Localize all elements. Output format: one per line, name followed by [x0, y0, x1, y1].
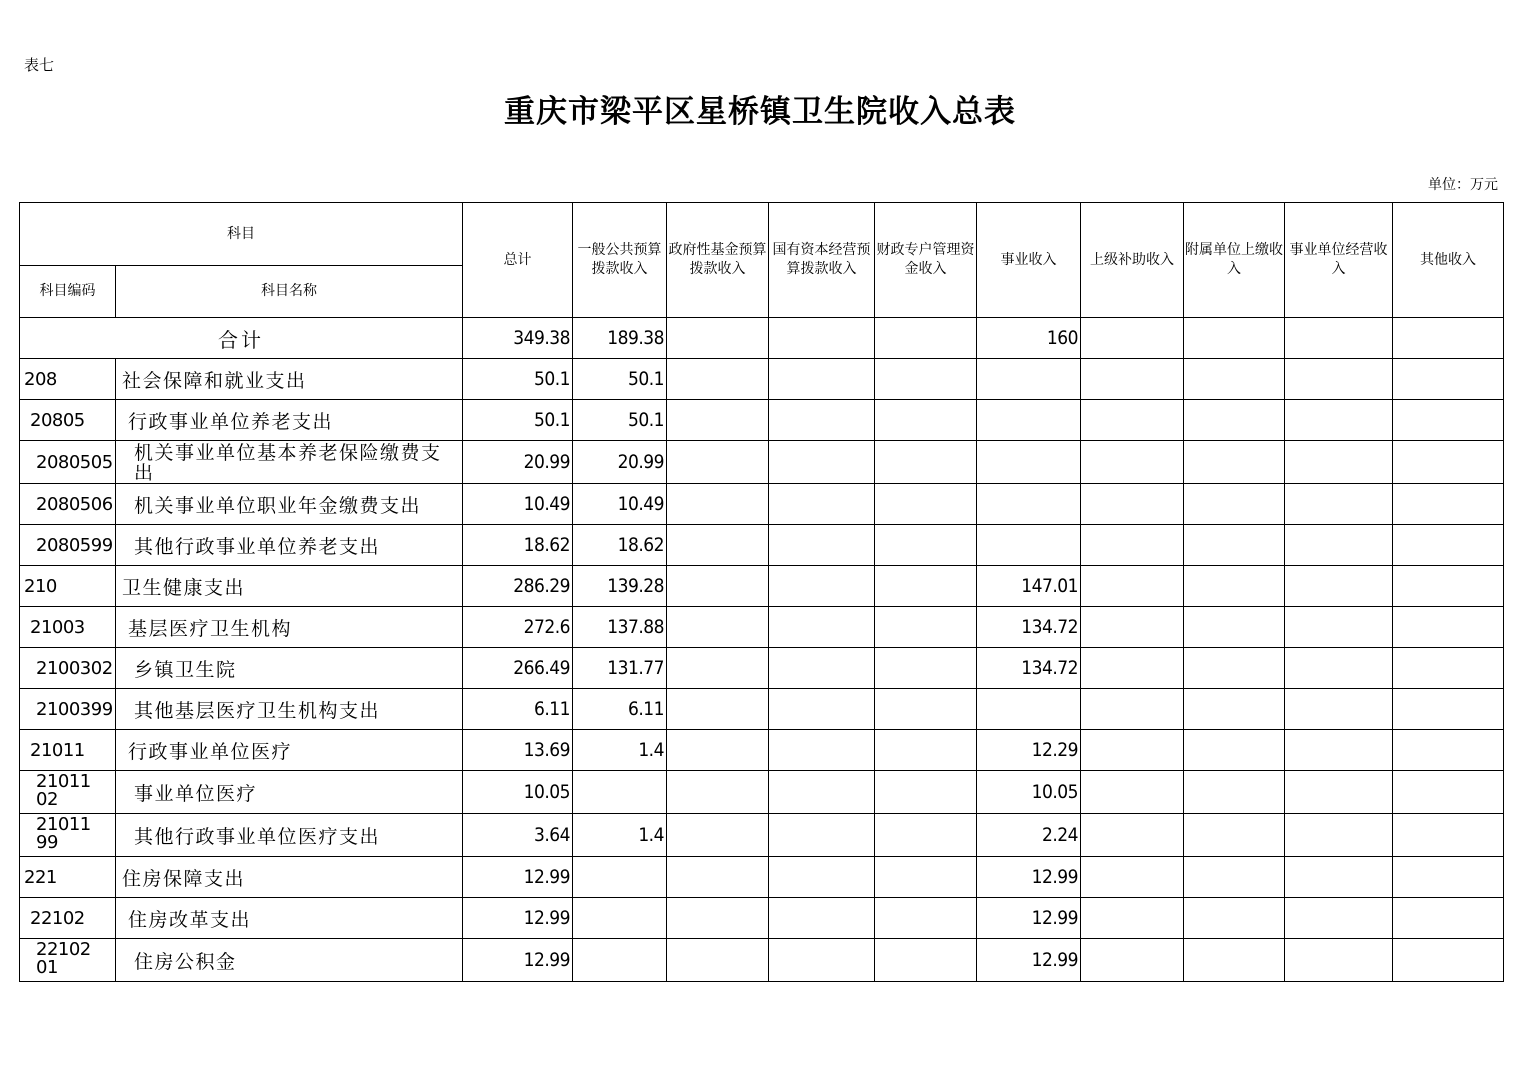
row-business-income: 12.29	[977, 730, 1081, 771]
row-gov-fund	[667, 607, 769, 648]
row-other-income	[1393, 648, 1504, 689]
row-superior-subsidy	[1081, 648, 1184, 689]
row-affiliated-payment	[1184, 771, 1285, 814]
row-general-budget: 6.11	[573, 689, 667, 730]
row-fiscal-special	[875, 359, 977, 400]
total-other-income	[1393, 318, 1504, 359]
row-business-income: 12.99	[977, 898, 1081, 939]
row-affiliated-payment	[1184, 441, 1285, 484]
row-business-operation	[1285, 400, 1393, 441]
row-affiliated-payment	[1184, 566, 1285, 607]
row-gov-fund	[667, 441, 769, 484]
row-business-income: 134.72	[977, 607, 1081, 648]
row-business-income: 134.72	[977, 648, 1081, 689]
row-gov-fund	[667, 566, 769, 607]
row-general-budget	[573, 771, 667, 814]
row-code: 210	[20, 566, 116, 607]
row-name: 住房公积金	[116, 939, 463, 982]
row-fiscal-special	[875, 857, 977, 898]
header-affiliated-payment: 附属单位上缴收入	[1184, 203, 1285, 318]
row-gov-fund	[667, 730, 769, 771]
table-row	[20, 939, 1504, 982]
row-business-income: 2.24	[977, 814, 1081, 857]
row-superior-subsidy	[1081, 857, 1184, 898]
total-row	[20, 318, 1504, 359]
header-fiscal-special: 财政专户管理资金收入	[875, 203, 977, 318]
header-subject-name: 科目名称	[116, 266, 463, 318]
row-affiliated-payment	[1184, 648, 1285, 689]
row-other-income	[1393, 484, 1504, 525]
table-row	[20, 648, 1504, 689]
row-affiliated-payment	[1184, 484, 1285, 525]
row-other-income	[1393, 814, 1504, 857]
row-gov-fund	[667, 689, 769, 730]
row-business-operation	[1285, 730, 1393, 771]
row-total: 10.05	[463, 771, 573, 814]
sheet-label: 表七	[24, 56, 55, 74]
row-fiscal-special	[875, 525, 977, 566]
row-superior-subsidy	[1081, 814, 1184, 857]
header-superior-subsidy: 上级补助收入	[1081, 203, 1184, 318]
row-business-income: 12.99	[977, 939, 1081, 982]
total-general-budget: 189.38	[573, 318, 667, 359]
row-total: 13.69	[463, 730, 573, 771]
row-superior-subsidy	[1081, 898, 1184, 939]
row-state-capital	[769, 898, 875, 939]
row-code: 208	[20, 359, 116, 400]
total-business-income: 160	[977, 318, 1081, 359]
row-state-capital	[769, 814, 875, 857]
table-row	[20, 566, 1504, 607]
row-superior-subsidy	[1081, 689, 1184, 730]
row-state-capital	[769, 689, 875, 730]
row-other-income	[1393, 939, 1504, 982]
row-code: 2100399	[20, 689, 116, 730]
row-total: 12.99	[463, 898, 573, 939]
total-fiscal-special	[875, 318, 977, 359]
header-total: 总计	[463, 203, 573, 318]
row-code: 2080599	[20, 525, 116, 566]
row-name: 其他行政事业单位医疗支出	[116, 814, 463, 857]
row-other-income	[1393, 607, 1504, 648]
row-general-budget: 18.62	[573, 525, 667, 566]
total-label: 合计	[20, 318, 463, 359]
row-superior-subsidy	[1081, 607, 1184, 648]
row-fiscal-special	[875, 484, 977, 525]
row-superior-subsidy	[1081, 730, 1184, 771]
row-name: 卫生健康支出	[116, 566, 463, 607]
row-name: 其他行政事业单位养老支出	[116, 525, 463, 566]
row-gov-fund	[667, 400, 769, 441]
total-business-operation	[1285, 318, 1393, 359]
row-state-capital	[769, 484, 875, 525]
row-affiliated-payment	[1184, 898, 1285, 939]
row-gov-fund	[667, 484, 769, 525]
row-general-budget	[573, 939, 667, 982]
row-other-income	[1393, 525, 1504, 566]
row-business-operation	[1285, 441, 1393, 484]
row-name: 基层医疗卫生机构	[116, 607, 463, 648]
total-affiliated-payment	[1184, 318, 1285, 359]
row-total: 50.1	[463, 400, 573, 441]
table-row	[20, 814, 1504, 857]
row-state-capital	[769, 566, 875, 607]
page-title: 重庆市梁平区星桥镇卫生院收入总表	[504, 94, 1016, 130]
row-business-operation	[1285, 857, 1393, 898]
row-business-operation	[1285, 648, 1393, 689]
row-affiliated-payment	[1184, 689, 1285, 730]
row-code: 20805	[20, 400, 116, 441]
row-business-income	[977, 359, 1081, 400]
table-row	[20, 689, 1504, 730]
income-table	[19, 202, 1504, 982]
header-subject-code: 科目编码	[20, 266, 116, 318]
row-other-income	[1393, 857, 1504, 898]
table-row	[20, 771, 1504, 814]
row-total: 286.29	[463, 566, 573, 607]
row-state-capital	[769, 525, 875, 566]
table-row	[20, 730, 1504, 771]
row-code: 2100302	[20, 648, 116, 689]
total-total: 349.38	[463, 318, 573, 359]
row-superior-subsidy	[1081, 771, 1184, 814]
row-name: 乡镇卫生院	[116, 648, 463, 689]
row-affiliated-payment	[1184, 730, 1285, 771]
row-code: 21003	[20, 607, 116, 648]
row-fiscal-special	[875, 566, 977, 607]
row-fiscal-special	[875, 400, 977, 441]
row-general-budget: 131.77	[573, 648, 667, 689]
row-other-income	[1393, 441, 1504, 484]
row-other-income	[1393, 689, 1504, 730]
total-superior-subsidy	[1081, 318, 1184, 359]
row-gov-fund	[667, 857, 769, 898]
row-state-capital	[769, 730, 875, 771]
row-name: 住房改革支出	[116, 898, 463, 939]
row-total: 12.99	[463, 939, 573, 982]
row-business-operation	[1285, 359, 1393, 400]
row-name: 行政事业单位医疗	[116, 730, 463, 771]
row-total: 6.11	[463, 689, 573, 730]
row-business-income	[977, 400, 1081, 441]
row-affiliated-payment	[1184, 525, 1285, 566]
header-business-operation: 事业单位经营收入	[1285, 203, 1393, 318]
row-fiscal-special	[875, 898, 977, 939]
row-superior-subsidy	[1081, 484, 1184, 525]
row-gov-fund	[667, 939, 769, 982]
row-other-income	[1393, 400, 1504, 441]
row-fiscal-special	[875, 689, 977, 730]
row-business-income: 12.99	[977, 857, 1081, 898]
table-row	[20, 441, 1504, 484]
row-fiscal-special	[875, 648, 977, 689]
table-row	[20, 898, 1504, 939]
row-business-operation	[1285, 566, 1393, 607]
table-row	[20, 484, 1504, 525]
row-total: 10.49	[463, 484, 573, 525]
row-total: 272.6	[463, 607, 573, 648]
row-business-operation	[1285, 607, 1393, 648]
row-fiscal-special	[875, 441, 977, 484]
row-business-income: 147.01	[977, 566, 1081, 607]
row-fiscal-special	[875, 607, 977, 648]
row-state-capital	[769, 359, 875, 400]
row-affiliated-payment	[1184, 814, 1285, 857]
header-state-capital: 国有资本经营预算拨款收入	[769, 203, 875, 318]
table-row	[20, 857, 1504, 898]
row-state-capital	[769, 607, 875, 648]
row-name: 事业单位医疗	[116, 771, 463, 814]
row-state-capital	[769, 771, 875, 814]
row-fiscal-special	[875, 730, 977, 771]
row-other-income	[1393, 898, 1504, 939]
row-gov-fund	[667, 771, 769, 814]
row-business-income	[977, 441, 1081, 484]
row-general-budget: 20.99	[573, 441, 667, 484]
row-code: 22102	[20, 898, 116, 939]
row-gov-fund	[667, 814, 769, 857]
row-fiscal-special	[875, 771, 977, 814]
row-superior-subsidy	[1081, 359, 1184, 400]
row-affiliated-payment	[1184, 400, 1285, 441]
row-general-budget	[573, 857, 667, 898]
row-affiliated-payment	[1184, 607, 1285, 648]
row-general-budget: 139.28	[573, 566, 667, 607]
row-total: 20.99	[463, 441, 573, 484]
row-total: 50.1	[463, 359, 573, 400]
total-state-capital	[769, 318, 875, 359]
row-business-income	[977, 484, 1081, 525]
row-name: 住房保障支出	[116, 857, 463, 898]
row-general-budget: 137.88	[573, 607, 667, 648]
row-general-budget: 1.4	[573, 730, 667, 771]
row-business-operation	[1285, 771, 1393, 814]
total-gov-fund	[667, 318, 769, 359]
row-name: 其他基层医疗卫生机构支出	[116, 689, 463, 730]
row-other-income	[1393, 359, 1504, 400]
row-gov-fund	[667, 898, 769, 939]
row-business-operation	[1285, 898, 1393, 939]
row-affiliated-payment	[1184, 359, 1285, 400]
row-code: 2101199	[20, 814, 116, 857]
row-superior-subsidy	[1081, 441, 1184, 484]
row-state-capital	[769, 400, 875, 441]
row-code: 21011	[20, 730, 116, 771]
row-fiscal-special	[875, 814, 977, 857]
table-row	[20, 525, 1504, 566]
table-row	[20, 359, 1504, 400]
row-gov-fund	[667, 648, 769, 689]
row-superior-subsidy	[1081, 525, 1184, 566]
row-superior-subsidy	[1081, 939, 1184, 982]
row-gov-fund	[667, 525, 769, 566]
table-row	[20, 400, 1504, 441]
header-gov-fund: 政府性基金预算拨款收入	[667, 203, 769, 318]
row-name: 机关事业单位职业年金缴费支出	[116, 484, 463, 525]
row-total: 266.49	[463, 648, 573, 689]
row-business-operation	[1285, 484, 1393, 525]
data-rows	[20, 359, 1504, 982]
row-business-income	[977, 689, 1081, 730]
row-affiliated-payment	[1184, 857, 1285, 898]
row-general-budget: 50.1	[573, 359, 667, 400]
row-total: 18.62	[463, 525, 573, 566]
header-general-budget: 一般公共预算拨款收入	[573, 203, 667, 318]
row-general-budget	[573, 898, 667, 939]
row-other-income	[1393, 730, 1504, 771]
row-other-income	[1393, 566, 1504, 607]
row-state-capital	[769, 648, 875, 689]
row-gov-fund	[667, 359, 769, 400]
row-other-income	[1393, 771, 1504, 814]
row-business-income: 10.05	[977, 771, 1081, 814]
row-state-capital	[769, 857, 875, 898]
row-total: 3.64	[463, 814, 573, 857]
row-general-budget: 1.4	[573, 814, 667, 857]
header-business-income: 事业收入	[977, 203, 1081, 318]
row-name: 社会保障和就业支出	[116, 359, 463, 400]
header-other-income: 其他收入	[1393, 203, 1504, 318]
header-subject: 科目	[20, 203, 463, 266]
row-state-capital	[769, 939, 875, 982]
header-row-1	[20, 203, 1504, 266]
row-code: 2080506	[20, 484, 116, 525]
row-business-operation	[1285, 689, 1393, 730]
unit-label: 单位：万元	[1428, 177, 1498, 193]
row-code: 2101102	[20, 771, 116, 814]
row-superior-subsidy	[1081, 400, 1184, 441]
row-business-operation	[1285, 939, 1393, 982]
row-business-operation	[1285, 525, 1393, 566]
row-name: 机关事业单位基本养老保险缴费支出	[116, 441, 463, 484]
table-row	[20, 607, 1504, 648]
row-superior-subsidy	[1081, 566, 1184, 607]
row-name: 行政事业单位养老支出	[116, 400, 463, 441]
row-code: 2210201	[20, 939, 116, 982]
row-state-capital	[769, 441, 875, 484]
row-business-income	[977, 525, 1081, 566]
row-general-budget: 10.49	[573, 484, 667, 525]
row-code: 221	[20, 857, 116, 898]
row-fiscal-special	[875, 939, 977, 982]
row-general-budget: 50.1	[573, 400, 667, 441]
row-code: 2080505	[20, 441, 116, 484]
row-total: 12.99	[463, 857, 573, 898]
row-affiliated-payment	[1184, 939, 1285, 982]
row-business-operation	[1285, 814, 1393, 857]
